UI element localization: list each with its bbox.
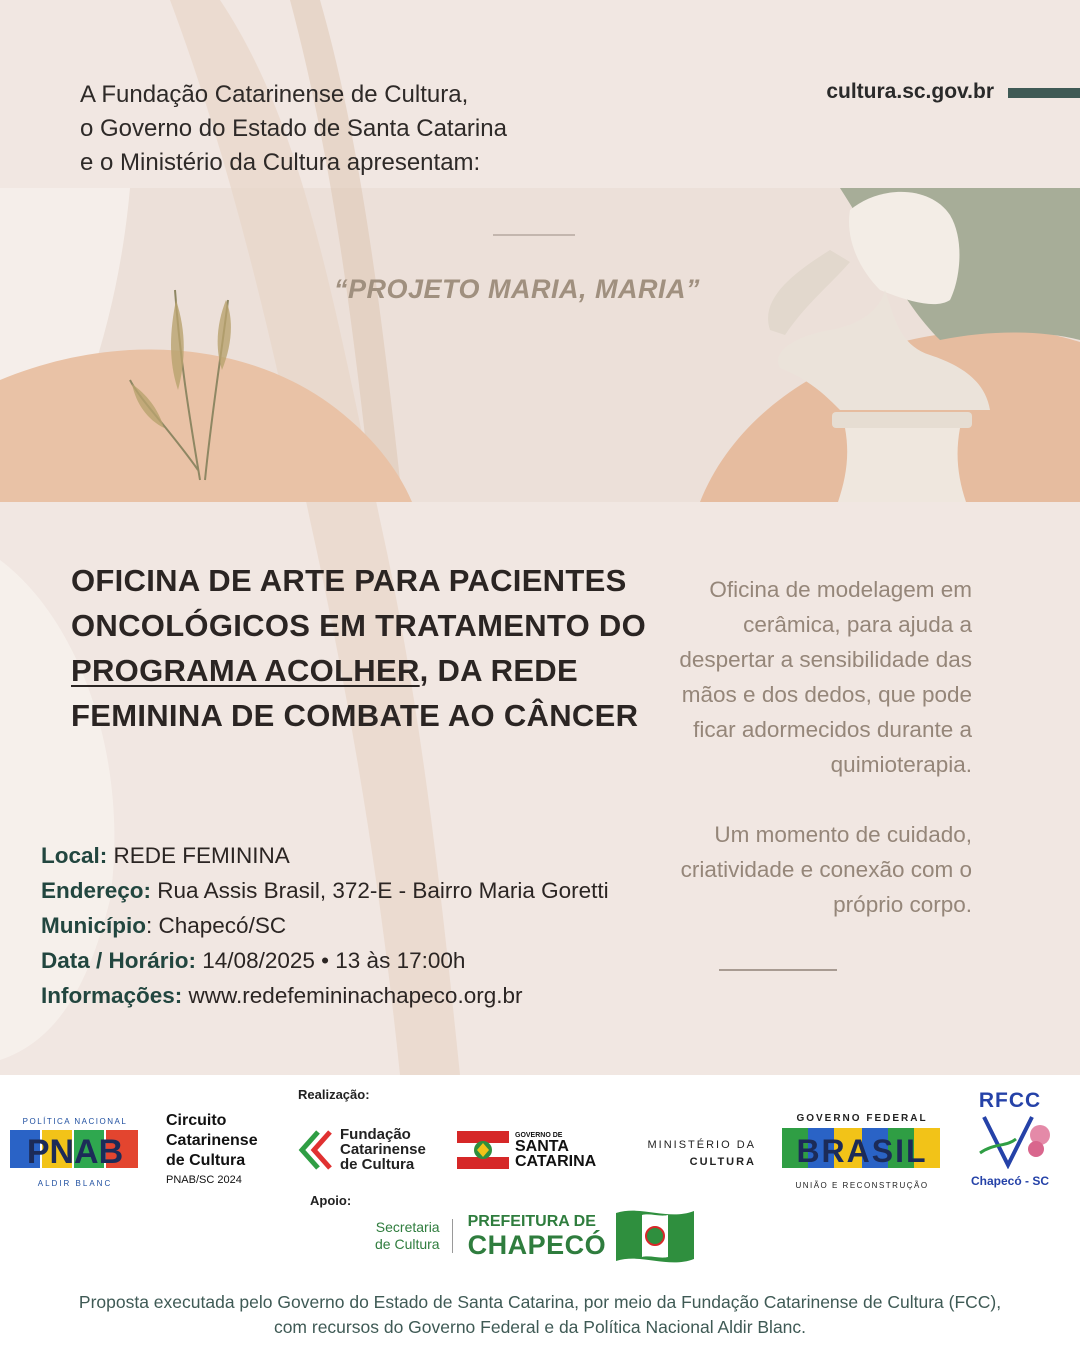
info-link[interactable]: www.redefemininachapeco.org.br: [182, 983, 523, 1008]
local-label: Local:: [41, 843, 108, 868]
sc-line-1: SANTA: [515, 1137, 569, 1155]
sc-top: GOVERNO DE: [515, 1131, 563, 1139]
description-paragraph-1: Oficina de modelagem em cerâmica, para ajuda a despertar a sensibilidade das mãos e dos dedos, que pode ficar adormecidos durante a quimioterapia.: [679, 577, 972, 777]
gov-bottom: UNIÃO E RECONSTRUÇÃO: [795, 1181, 929, 1190]
circuito-sub: PNAB/SC 2024: [166, 1174, 242, 1186]
pnab-bottom: ALDIR BLANC: [37, 1179, 113, 1188]
intro-line-1: A Fundação Catarinense de Cultura,: [80, 81, 469, 108]
detail-info: [41, 978, 609, 1013]
sc-flag-icon: [457, 1131, 509, 1169]
headline-underlined: PROGRAMA ACOLHER: [71, 653, 420, 688]
endereco-value: Rua Assis Brasil, 372-E - Bairro Maria Goretti: [151, 878, 609, 903]
svg-text:PNAB: PNAB: [26, 1133, 124, 1171]
brasil-wordmark-icon: [782, 1124, 942, 1172]
apoio-logos: [375, 1205, 698, 1267]
detail-endereco: [41, 873, 609, 908]
project-title: “PROJETO MARIA, MARIA”: [334, 274, 701, 304]
detail-data: [41, 943, 609, 978]
realizacao-label: Realização:: [298, 1087, 370, 1102]
secretaria-line-1: Secretaria: [375, 1219, 440, 1235]
description: [672, 572, 972, 922]
rose-icon: [960, 1113, 1060, 1169]
rfcc-title: RFCC: [978, 1089, 1042, 1112]
data-value: 14/08/2025 • 13 às 17:00h: [196, 948, 466, 973]
event-details: [41, 838, 609, 1013]
fcc-chevron-icon: [298, 1130, 334, 1170]
pnab-top: POLÍTICA NACIONAL: [22, 1117, 128, 1126]
local-value: REDE FEMININA: [107, 843, 290, 868]
prefeitura-line-2: CHAPECÓ: [467, 1230, 607, 1260]
endereco-label: Endereço:: [41, 878, 152, 903]
svg-text:BRASIL: BRASIL: [796, 1133, 928, 1169]
prefeitura-line-1: PREFEITURA DE: [467, 1213, 596, 1230]
fcc-logo: [298, 1127, 426, 1172]
divider-side: [719, 969, 837, 971]
fcc-line-1: Fundação: [340, 1126, 411, 1143]
headline-part-2: , DA REDE FEMININA DE COMBATE AO CÂNCER: [71, 653, 639, 733]
pnab-logo: [10, 1117, 140, 1188]
circuito-line-1: Circuito: [166, 1112, 227, 1129]
info-label: Informações:: [41, 983, 183, 1008]
secretaria-line-2: de Cultura: [375, 1236, 440, 1252]
minc-line-2: CULTURA: [689, 1156, 756, 1168]
website-link[interactable]: cultura.sc.gov.br: [826, 80, 994, 103]
headline: [71, 558, 671, 738]
minc-line-1: MINISTÉRIO DA: [647, 1139, 756, 1151]
disclaimer: Proposta executada pelo Governo do Estado de Santa Catarina, por meio da Fundação Catarinense de Cultura (FCC), com recursos do Governo Federal e da Política Nacional Aldir Blanc.: [78, 1292, 1002, 1337]
gov-top: GOVERNO FEDERAL: [796, 1113, 928, 1124]
municipio-value: : Chapecó/SC: [146, 913, 287, 938]
secretaria-cultura-logo: [375, 1219, 453, 1253]
intro-line-2: o Governo do Estado de Santa Catarina: [80, 115, 507, 142]
prefeitura-chapeco-logo: [468, 1213, 607, 1259]
santa-catarina-logo: [457, 1131, 596, 1169]
pnab-wordmark-icon: [10, 1126, 140, 1172]
ministerio-cultura-logo: [640, 1137, 756, 1171]
intro-line-3: e o Ministério da Cultura apresentam:: [80, 149, 481, 176]
circuito-line-2: Catarinense: [166, 1132, 258, 1149]
data-label: Data / Horário:: [41, 948, 197, 973]
sc-line-2: CATARINA: [515, 1152, 597, 1170]
rfcc-city: Chapecó - SC: [970, 1174, 1049, 1188]
municipio-label: Município: [41, 913, 146, 938]
headline-part-1: OFICINA DE ARTE PARA PACIENTES ONCOLÓGICOS EM TRATAMENTO DO: [71, 563, 646, 643]
detail-municipio: [41, 908, 609, 943]
fcc-line-3: de Cultura: [340, 1156, 415, 1173]
description-paragraph-2: Um momento de cuidado, criatividade e conexão com o próprio corpo.: [680, 822, 972, 917]
fcc-line-2: Catarinense: [340, 1141, 426, 1158]
accent-bar: [1008, 88, 1080, 98]
detail-local: [41, 838, 609, 873]
intro-text: [80, 78, 507, 180]
rfcc-logo: [960, 1089, 1060, 1188]
governo-federal-logo: [782, 1113, 942, 1190]
divider-top: [493, 234, 575, 236]
apoio-label: Apoio:: [310, 1193, 352, 1208]
circuito-line-3: de Cultura: [166, 1152, 246, 1169]
footer: [0, 1075, 1080, 1350]
chapeco-flag-icon: [612, 1205, 698, 1267]
circuito-logo: [166, 1111, 258, 1187]
